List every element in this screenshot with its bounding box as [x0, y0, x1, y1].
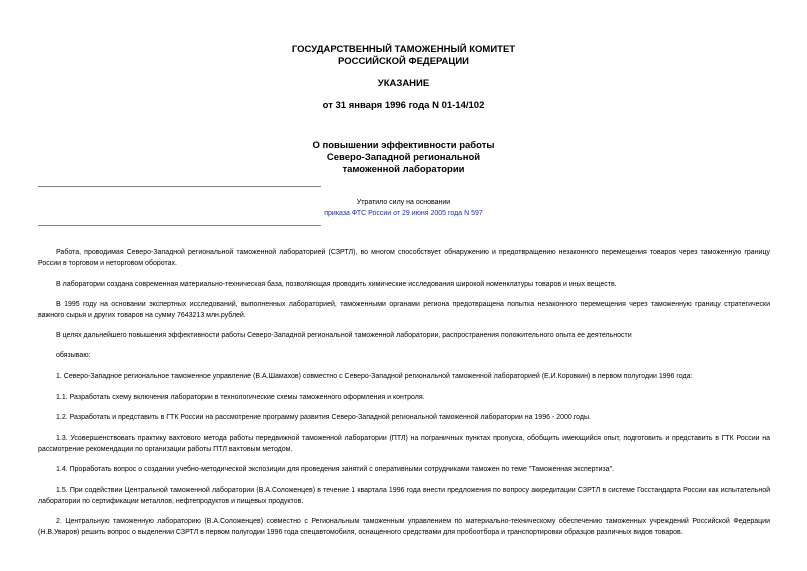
paragraph-material-base: В лаборатории создана современная материально-техническая база, позволяющая проводить химические исследования широкой номенклатуры товаров и иных веществ. [56, 281, 617, 288]
document-title-line2: Северо-Западной региональной [326, 152, 481, 163]
paragraph-1995-results: В 1995 году на основании экспертных исследований, выполненных лабораторией, таможенными органами региона предотвращена попытка незаконного перемещения через таможенную границу стратегически важного сырья и других товаров на сумму 7643213 млн.рублей. [38, 301, 770, 319]
paragraph-item-1: 1. Северо-Западное региональное таможенное управление (В.А.Шамахов) совместно с Северо-Западной региональной таможенной лабораторией (Е.И.Коровкин) в первом полугодии 1996 года: [56, 373, 693, 380]
paragraph-obligate: обязываю: [56, 352, 91, 359]
document-date-number: от 31 января 1996 года N 01-14/102 [322, 100, 485, 111]
repeal-order-link[interactable]: приказа ФТС России от 29 июня 2005 года N 597 [324, 210, 483, 217]
status-note: Утратило силу на основании [356, 199, 451, 206]
paragraph-purpose: В целях дальнейшего повышения эффективности работы Северо-Западной региональной таможенной лаборатории, распространения положительного опыта ее деятельности [56, 332, 632, 339]
separator-rule-bottom [38, 225, 321, 226]
issuing-authority-line2: РОССИЙСКОЙ ФЕДЕРАЦИИ [337, 56, 469, 67]
document-type: УКАЗАНИЕ [377, 78, 430, 89]
issuing-authority-line1: ГОСУДАРСТВЕННЫЙ ТАМОЖЕННЫЙ КОМИТЕТ [291, 44, 516, 55]
document-title-line3: таможенной лаборатории [342, 164, 465, 175]
paragraph-intro: Работа, проводимая Северо-Западной региональной таможенной лабораторией (СЗРТЛ), во многом способствует обнаружению и предотвращению незаконного перемещения товаров через таможенную границу России в торговом и неторговом оборотах. [38, 249, 770, 267]
paragraph-item-1-3: 1.3. Усовершенствовать практику вахтового метода работы передвижной таможенной лаборатории (ПТЛ) на пограничных пунктах пропуска, обобщить имеющийся опыт, подготовить и представить в ГТК России на рассмотрение рекомендации по организации работы ПТЛ вахтовым методом. [38, 435, 770, 453]
paragraph-item-1-1: 1.1. Разработать схему включения лаборатории в технологические схемы таможенного оформления и контроля. [56, 394, 425, 401]
paragraph-item-2: 2. Центральную таможенную лабораторию (В.А.Соложенцев) совместно с Региональным таможенным управлением по материально-техническому обеспечению таможенных учреждений Российской Федерации (Н.В.Уваров) решить вопрос о выделении СЗРТЛ в первом полугодии 1996 года спецавтомобиля, оснащенного средствами для пробоотбора и транспортировки образцов различных видов товаров. [38, 518, 770, 536]
separator-rule-top [38, 186, 321, 187]
paragraph-item-1-5: 1.5. При содействии Центральной таможенной лаборатории (В.А.Соложенцев) в течение 1 квартала 1996 года внести предложения по вопросу аккредитации СЗРТЛ в системе Госстандарта России как испытательной лаборатории по сертификации металлов, нефтепродуктов и пищевых продуктов. [38, 487, 770, 505]
document-title-line1: О повышении эффективности работы [312, 140, 495, 151]
paragraph-item-1-4: 1.4. Проработать вопрос о создании учебно-методической экспозиции для проведения занятий с оперативными сотрудниками таможен по теме "Таможенная экспертиза". [56, 466, 615, 473]
paragraph-item-1-2: 1.2. Разработать и представить в ГТК России на рассмотрение программу развития Северо-Западной региональной таможенной лаборатории на 1996 - 2000 годы. [56, 414, 591, 421]
